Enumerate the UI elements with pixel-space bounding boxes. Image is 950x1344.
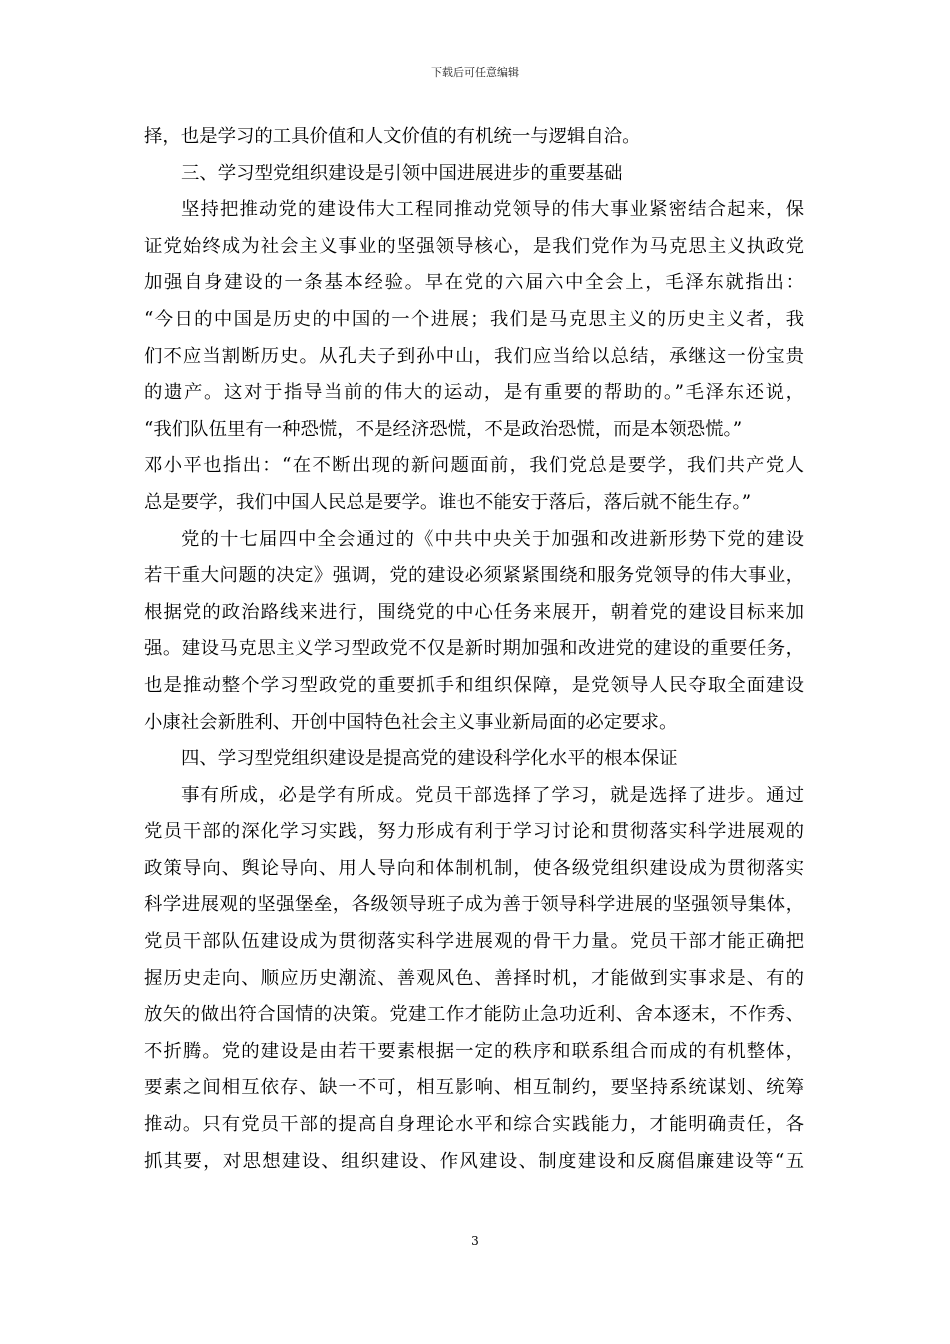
- text-line: 若干重大问题的决定》强调，党的建设必须紧紧围绕和服务党领导的伟大事业，: [144, 565, 804, 587]
- page-number: 3: [471, 1234, 479, 1248]
- text-line: 党的十七届四中全会通过的《中共中央关于加强和改进新形势下党的建设: [181, 528, 804, 550]
- text-line: 政策导向、舆论导向、用人导向和体制机制，使各级党组织建设成为贯彻落实: [144, 857, 804, 879]
- document-body: [144, 119, 804, 1180]
- text-line: 邓小平也指出：“在不断出现的新问题面前，我们党总是要学，我们共产党人: [144, 455, 804, 477]
- text-line: 们不应当割断历史。从孔夫子到孙中山，我们应当给以总结，承继这一份宝贵: [144, 345, 804, 367]
- text-line: 党员干部队伍建设成为贯彻落实科学进展观的骨干力量。党员干部才能正确把: [144, 931, 804, 953]
- text-line: 推动。只有党员干部的提高自身理论水平和综合实践能力，才能明确责任，各: [144, 1114, 804, 1136]
- text-line: 强。建设马克思主义学习型政党不仅是新时期加强和改进党的建设的重要任务，: [144, 638, 804, 660]
- text-line: 小康社会新胜利、开创中国特色社会主义事业新局面的必定要求。: [144, 711, 678, 733]
- section-heading: 三、学习型党组织建设是引领中国进展进步的重要基础: [181, 162, 623, 184]
- text-line: 握历史走向、顺应历史潮流、善观风色、善择时机，才能做到实事求是、有的: [144, 967, 804, 989]
- text-line: 科学进展观的坚强堡垒，各级领导班子成为善于领导科学进展的坚强领导集体，: [144, 894, 804, 916]
- text-line: 择，也是学习的工具价值和人文价值的有机统一与逻辑自洽。: [144, 126, 641, 147]
- text-line: 抓其要，对思想建设、组织建设、作风建设、制度建设和反腐倡廉建设等“五: [144, 1150, 804, 1172]
- page-header: 下载后可任意编辑: [431, 66, 519, 79]
- text-line: 放矢的做出符合国情的决策。党建工作才能防止急功近利、舍本逐末，不作秀、: [144, 1004, 804, 1026]
- section-heading: 四、学习型党组织建设是提高党的建设科学化水平的根本保证: [181, 748, 678, 770]
- text-line: “我们队伍里有一种恐慌，不是经济恐慌，不是政治恐慌，而是本领恐慌。”: [144, 418, 743, 440]
- text-line: 坚持把推动党的建设伟大工程同推动党领导的伟大事业紧密结合起来，保: [181, 199, 804, 221]
- text-line: 加强自身建设的一条基本经验。早在党的六届六中全会上，毛泽东就指出：: [144, 272, 804, 294]
- text-line: 的遗产。这对于指导当前的伟大的运动，是有重要的帮助的。”毛泽东还说，: [144, 382, 804, 404]
- text-line: 总是要学，我们中国人民总是要学。谁也不能安于落后，落后就不能生存。”: [144, 491, 752, 513]
- text-line: 根据党的政治路线来进行，围绕党的中心任务来展开，朝着党的建设目标来加: [144, 601, 804, 623]
- text-line: 要素之间相互依存、缺一不可，相互影响、相互制约，要坚持系统谋划、统筹: [144, 1077, 804, 1099]
- text-line: 也是推动整个学习型政党的重要抓手和组织保障，是党领导人民夺取全面建设: [144, 674, 804, 696]
- text-line: 事有所成，必是学有所成。党员干部选择了学习，就是选择了进步。通过: [181, 784, 804, 806]
- text-line: 不折腾。党的建设是由若干要素根据一定的秩序和联系组合而成的有机整体，: [144, 1040, 804, 1062]
- text-line: 证党始终成为社会主义事业的坚强领导核心，是我们党作为马克思主义执政党: [144, 235, 804, 257]
- text-line: “今日的中国是历史的中国的一个进展；我们是马克思主义的历史主义者，我: [144, 308, 804, 330]
- text-line: 党员干部的深化学习实践，努力形成有利于学习讨论和贯彻落实科学进展观的: [144, 821, 804, 843]
